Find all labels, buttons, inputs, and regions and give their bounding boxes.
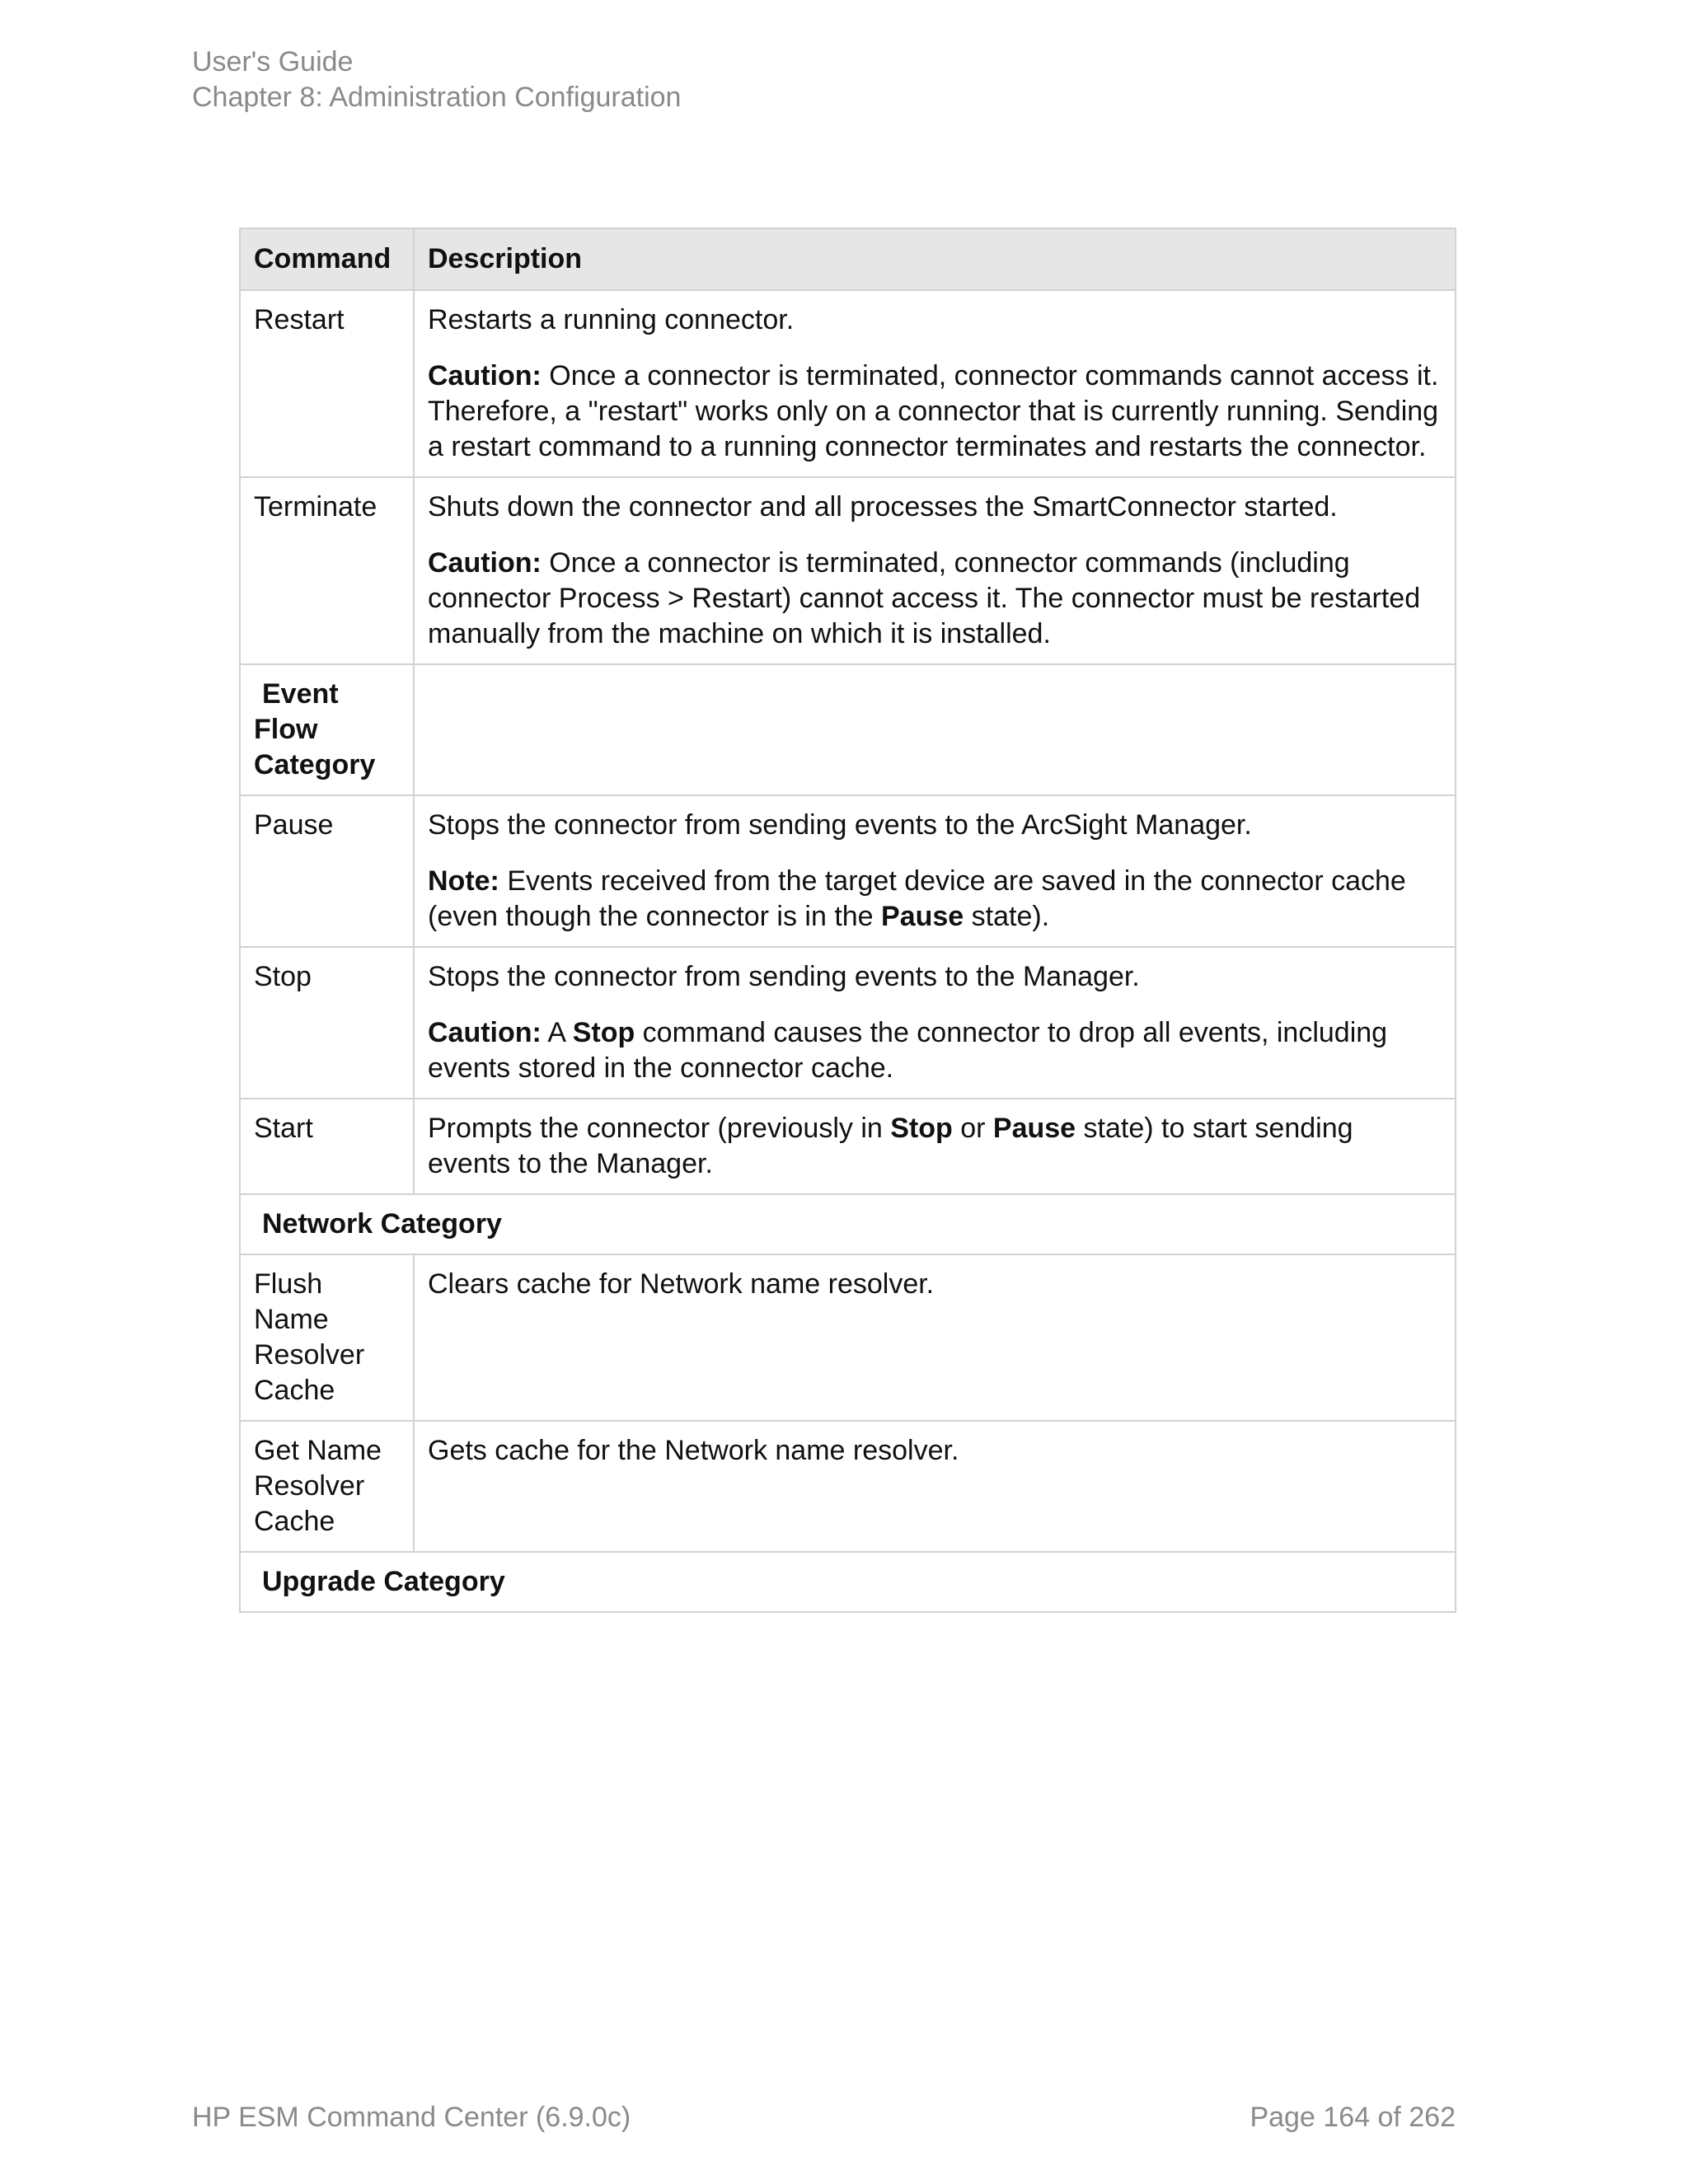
table-row-get-name-resolver-cache — [240, 1421, 1456, 1552]
note-paragraph — [428, 864, 1442, 935]
caution-label: Caution: — [428, 547, 542, 579]
note-label: Note: — [428, 865, 499, 897]
category-cell: Upgrade Category — [240, 1552, 1456, 1612]
category-label-line: Event — [262, 678, 339, 710]
caution-label: Caution: — [428, 1017, 542, 1048]
caution-text: command causes the connector to drop all events, including events stored in the connector cache. — [428, 1017, 1388, 1084]
table-header-row — [240, 228, 1456, 290]
command-cell — [240, 1254, 414, 1421]
description-text — [428, 1111, 1442, 1182]
table-row-network-category — [240, 1194, 1456, 1254]
table-row-pause — [240, 795, 1456, 947]
command-line: Resolver — [254, 1339, 365, 1371]
table-row-flush-name-resolver-cache — [240, 1254, 1456, 1421]
command-line: Cache — [254, 1375, 335, 1406]
note-text: Events received from the target device are saved in the connector cache (even though the connector is in the — [428, 865, 1406, 932]
footer-product: HP ESM Command Center (6.9.0c) — [192, 2102, 631, 2133]
description-cell — [414, 1254, 1456, 1421]
category-label-line: Category — [254, 749, 376, 780]
description-text: Restarts a running connector. — [428, 304, 795, 335]
description-text: Shuts down the connector and all processes the SmartConnector started. — [428, 491, 1338, 523]
description-fragment: state) to start sending events to the Manager. — [428, 1113, 1353, 1179]
note-text: state). — [964, 901, 1050, 932]
command-cell: Restart — [240, 290, 414, 477]
command-cell: Pause — [240, 795, 414, 947]
description-text: Stops the connector from sending events to the Manager. — [428, 961, 1140, 992]
description-bold-term: Pause — [992, 1113, 1076, 1144]
category-cell: Network Category — [240, 1194, 1456, 1254]
running-header — [192, 45, 681, 115]
commands-table — [239, 227, 1456, 1613]
empty-description-cell — [414, 664, 1456, 795]
caution-paragraph — [428, 359, 1442, 465]
description-fragment: or — [952, 1113, 993, 1144]
caution-paragraph — [428, 1015, 1442, 1086]
column-header-description: Description — [414, 228, 1456, 290]
description-cell — [414, 477, 1456, 664]
description-cell — [414, 290, 1456, 477]
command-line: Get Name — [254, 1435, 382, 1466]
column-header-command: Command — [240, 228, 414, 290]
description-cell — [414, 947, 1456, 1099]
description-bold-term: Stop — [890, 1113, 953, 1144]
command-line: Cache — [254, 1506, 335, 1537]
caution-paragraph — [428, 546, 1442, 652]
command-cell: Stop — [240, 947, 414, 1099]
caution-text: Once a connector is terminated, connector commands (including connector Process > Restart) cannot access it. The connector must be restarted manually from the machine on which it is installed. — [428, 547, 1421, 649]
command-line: Flush Name — [254, 1268, 329, 1335]
chapter-title: Chapter 8: Administration Configuration — [192, 82, 682, 113]
table-row-restart — [240, 290, 1456, 477]
caution-text: Once a connector is terminated, connector commands cannot access it. Therefore, a "restart" works only on a connector that is currently running. Sending a restart command to a running connector terminates and restarts the connector. — [428, 360, 1439, 462]
description-cell — [414, 1421, 1456, 1552]
command-cell: Start — [240, 1099, 414, 1194]
category-label-line: Flow — [254, 714, 318, 745]
description-text: Clears cache for Network name resolver. — [428, 1268, 935, 1300]
guide-title: User's Guide — [192, 46, 354, 77]
table-row-start — [240, 1099, 1456, 1194]
table-row-event-flow-category — [240, 664, 1456, 795]
caution-text: A — [541, 1017, 573, 1048]
caution-bold-term: Stop — [572, 1017, 635, 1048]
description-cell — [414, 1099, 1456, 1194]
description-fragment: Prompts the connector (previously in — [428, 1113, 891, 1144]
table-row-upgrade-category — [240, 1552, 1456, 1612]
table-row-stop — [240, 947, 1456, 1099]
command-cell: Terminate — [240, 477, 414, 664]
command-line: Resolver — [254, 1470, 365, 1502]
description-text: Gets cache for the Network name resolver. — [428, 1435, 959, 1466]
command-cell — [240, 1421, 414, 1552]
description-cell — [414, 795, 1456, 947]
table-row-terminate — [240, 477, 1456, 664]
note-bold-term: Pause — [881, 901, 964, 932]
category-cell — [240, 664, 414, 795]
description-text: Stops the connector from sending events to the ArcSight Manager. — [428, 809, 1252, 841]
footer-page-number: Page 164 of 262 — [1250, 2102, 1456, 2133]
caution-label: Caution: — [428, 360, 542, 391]
